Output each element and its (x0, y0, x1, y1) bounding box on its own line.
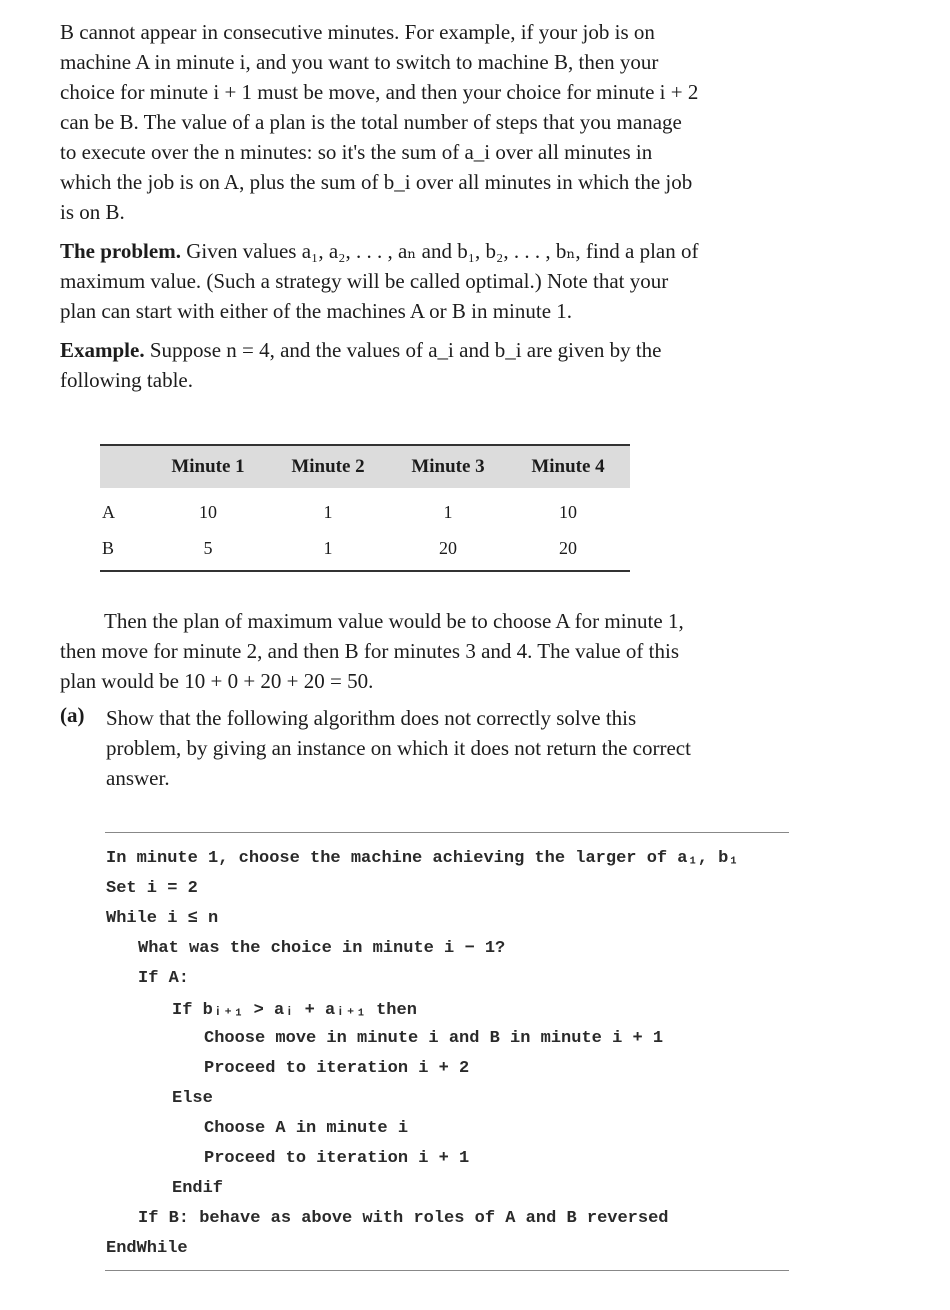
intro-line-3: choice for minute i + 1 must be move, and then your choice for minute i + 2 (60, 80, 699, 104)
example-line-1: Suppose n = 4, and the values of a_i and b_i are given by the (149, 338, 662, 362)
algo-line: EndWhile (106, 1239, 188, 1258)
then-paragraph (60, 606, 788, 696)
table-cell: 20 (439, 537, 457, 558)
table-cell: 1 (323, 501, 333, 522)
then-line-3: plan would be 10 + 0 + 20 + 20 = 50. (60, 669, 374, 693)
table-header-cell: Minute 1 (171, 456, 245, 477)
table-cell: 20 (559, 537, 577, 558)
example-heading: Example. (60, 338, 145, 362)
intro-line-6: which the job is on A, plus the sum of b_i over all minutes in which the job (60, 170, 693, 194)
part-a-label: (a) (60, 703, 85, 727)
part-a-line-1: Show that the following algorithm does not correctly solve this (106, 706, 637, 730)
algo-line: Proceed to iteration i + 2 (204, 1059, 470, 1078)
algo-line: Set i = 2 (106, 879, 198, 898)
intro-line-2: machine A in minute i, and you want to switch to machine B, then your (60, 50, 659, 74)
table-row (100, 494, 630, 530)
table-bottom-rule (100, 570, 630, 572)
algo-line: If A: (138, 969, 190, 988)
example-paragraph (60, 335, 788, 395)
then-line-2: then move for minute 2, and then B for minutes 3 and 4. The value of this (60, 639, 679, 663)
table-cell: 1 (443, 501, 453, 522)
intro-line-4: can be B. The value of a plan is the total number of steps that you manage (60, 110, 682, 134)
problem-heading: The problem. (60, 239, 181, 263)
intro-line-5: to execute over the n minutes: so it's the sum of a_i over all minutes in (60, 140, 653, 164)
table-row (100, 530, 630, 566)
table-cell: 5 (203, 537, 213, 558)
algo-line: If bᵢ₊₁ > aᵢ + aᵢ₊₁ then (172, 1001, 417, 1020)
table-header-cell: Minute 3 (411, 456, 485, 477)
algo-line: If B: behave as above with roles of A and B reversed (138, 1209, 669, 1228)
table-cell: 1 (323, 537, 333, 558)
row-label: B (102, 537, 115, 558)
then-line-1: Then the plan of maximum value would be to choose A for minute 1, (104, 609, 684, 633)
algo-line: Choose A in minute i (204, 1119, 409, 1138)
algorithm-bottom-rule (105, 1270, 789, 1271)
table-header-cell: Minute 4 (531, 456, 605, 477)
intro-line-1: B cannot appear in consecutive minutes. For example, if your job is on (60, 20, 655, 44)
part-a-text (106, 703, 788, 793)
algo-line: Endif (172, 1179, 224, 1198)
problem-paragraph (60, 236, 788, 326)
table-header-row (100, 446, 630, 488)
intro-line-7: is on B. (60, 200, 125, 224)
problem-line-1: Given values a₁, a₂, . . . , aₙ and b₁, b₂, . . . , bₙ, find a plan of (186, 239, 699, 263)
algo-line: Choose move in minute i and B in minute i + 1 (204, 1029, 664, 1048)
problem-line-2: maximum value. (Such a strategy will be called optimal.) Note that your (60, 269, 669, 293)
algo-line: While i ≤ n (106, 909, 219, 928)
table-cell: 10 (199, 501, 217, 522)
problem-line-3: plan can start with either of the machines A or B in minute 1. (60, 299, 573, 323)
intro-paragraph (60, 17, 788, 227)
table-header-cell: Minute 2 (291, 456, 365, 477)
algo-line: In minute 1, choose the machine achieving the larger of a₁, b₁ (106, 849, 739, 868)
table-cell: 10 (559, 501, 577, 522)
algorithm-top-rule (105, 832, 789, 833)
part-a-line-3: answer. (106, 766, 170, 790)
algo-line: Else (172, 1089, 213, 1108)
part-a-line-2: problem, by giving an instance on which it does not return the correct (106, 736, 691, 760)
row-label: A (102, 501, 115, 522)
algo-line: What was the choice in minute i − 1? (138, 939, 506, 958)
algo-line: Proceed to iteration i + 1 (204, 1149, 470, 1168)
values-table (100, 444, 630, 572)
example-line-2: following table. (60, 368, 193, 392)
